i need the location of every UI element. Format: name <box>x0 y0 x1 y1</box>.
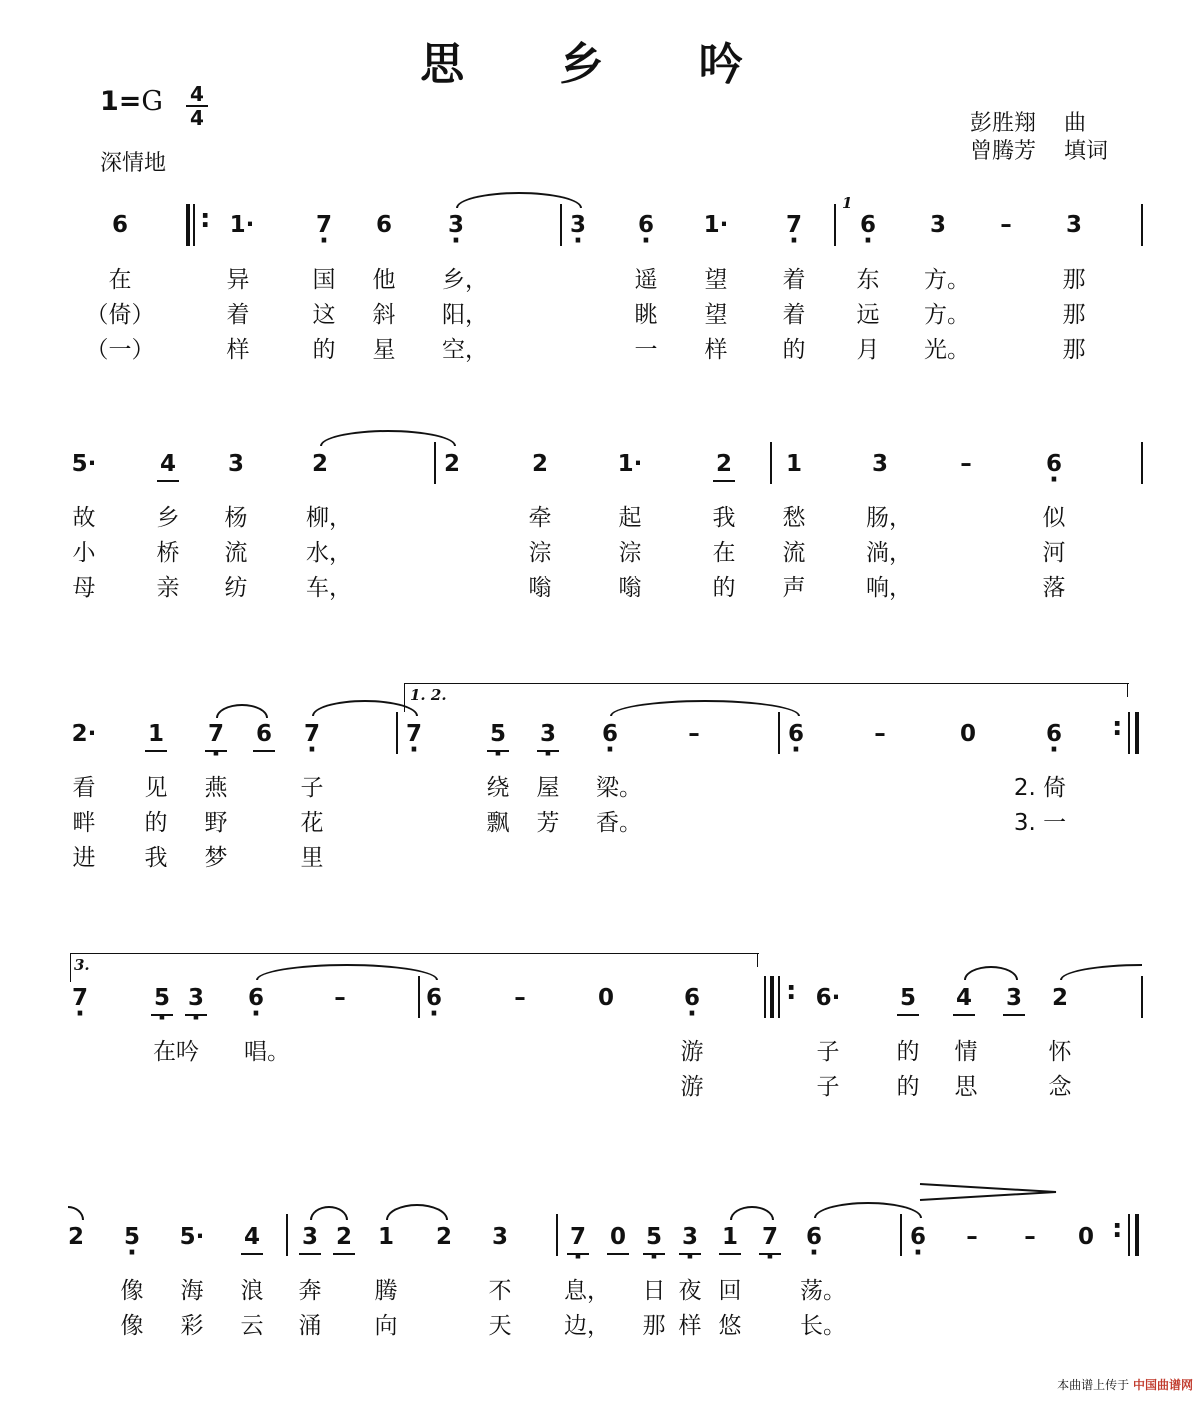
lyric: 见 <box>144 775 168 801</box>
note: 2· <box>71 721 97 747</box>
volta-number: 3. <box>74 956 90 974</box>
note: 3 <box>491 1224 508 1250</box>
dash: – <box>874 721 886 747</box>
lyric: 海 <box>180 1278 204 1304</box>
note: 3 <box>295 1224 325 1250</box>
lyric: 奔 <box>298 1278 322 1304</box>
note: · 3 <box>441 212 471 238</box>
lyric: 在 <box>712 540 736 566</box>
note: 1· <box>617 451 643 477</box>
note: 0 <box>603 1224 633 1250</box>
lyric: 遥 <box>634 267 658 293</box>
lyric: 唱。 <box>244 1039 290 1065</box>
lyric: 怀 <box>1048 1039 1072 1065</box>
lyric: 不 <box>488 1278 512 1304</box>
lyric: 这 <box>312 302 336 328</box>
note: · 6 <box>677 985 707 1011</box>
note: · 6 <box>595 721 625 747</box>
repeat-end-barline <box>1135 712 1139 754</box>
note: 4 <box>949 985 979 1011</box>
key-prefix: 1= <box>100 86 142 117</box>
lyric: 纺 <box>224 575 248 601</box>
lyric: 乡， <box>442 267 488 293</box>
tie-continuation <box>68 1206 84 1220</box>
lyric: 回 <box>718 1278 742 1304</box>
lyric: 那 <box>1062 337 1086 363</box>
note: · 7 <box>309 212 339 238</box>
lyric: 方。 <box>924 267 970 293</box>
note: 2 <box>67 1224 84 1250</box>
lyric: 游 <box>680 1039 704 1065</box>
lyric: 子 <box>816 1074 840 1100</box>
lyric: 进 <box>72 845 96 871</box>
lyric: 望 <box>704 267 728 293</box>
lyric: 那 <box>1062 267 1086 293</box>
note: · 7 <box>779 212 809 238</box>
lyric: 梁。 <box>596 775 642 801</box>
diminuendo-hairpin <box>916 1180 1060 1204</box>
volta-number: 1. 2. <box>410 686 447 704</box>
barline <box>1128 712 1130 754</box>
note: 0 <box>959 721 976 747</box>
note: 3 <box>929 212 946 238</box>
dash: – <box>1024 1224 1036 1250</box>
note: · 7 <box>399 721 429 747</box>
lyric: 我 <box>712 505 736 531</box>
note: 2 <box>443 451 460 477</box>
lyric: 流 <box>782 540 806 566</box>
note: 1 <box>377 1224 394 1250</box>
lyric: 水， <box>306 540 352 566</box>
composer-name: 彭胜翔 <box>970 111 1037 136</box>
lyric: 悠 <box>718 1313 742 1339</box>
lyric: 3. 一 <box>1013 810 1067 836</box>
lyric: 样 <box>704 337 728 363</box>
note: 6 <box>375 212 392 238</box>
lyric: 腾 <box>374 1278 398 1304</box>
lyric: 河 <box>1042 540 1066 566</box>
lyric: 的 <box>782 337 806 363</box>
lyric: 边， <box>564 1313 610 1339</box>
note: · 7 <box>755 1224 785 1250</box>
lyric: 响， <box>866 575 912 601</box>
note: · 6 <box>631 212 661 238</box>
key-signature <box>100 86 163 117</box>
lyric: 母 <box>72 575 96 601</box>
note: 2 <box>329 1224 359 1250</box>
lyric: 浪 <box>240 1278 264 1304</box>
lyric: 像 <box>120 1278 144 1304</box>
lyric: 嗡 <box>618 575 642 601</box>
lyric: 看 <box>72 775 96 801</box>
lyric: 故 <box>72 505 96 531</box>
lyric: 的 <box>312 337 336 363</box>
lyric: 梦 <box>204 845 228 871</box>
lyric: 像 <box>120 1313 144 1339</box>
lyric: 思 <box>954 1074 978 1100</box>
note: · 5 <box>117 1224 147 1250</box>
slur <box>310 1206 348 1220</box>
lyric: 我 <box>144 845 168 871</box>
lyric: 起 <box>618 505 642 531</box>
lyric: 牵 <box>528 505 552 531</box>
lyric: 日 <box>642 1278 666 1304</box>
note: 2 <box>531 451 548 477</box>
barline <box>286 1214 288 1256</box>
lyric: 绕 <box>486 775 510 801</box>
lyric: 样 <box>678 1313 702 1339</box>
note: · 7 <box>563 1224 593 1250</box>
lyric: 似 <box>1042 505 1066 531</box>
lyric: 淌， <box>866 540 912 566</box>
lyric: 云 <box>240 1313 264 1339</box>
lyric: 声 <box>782 575 806 601</box>
lyric: 亲 <box>156 575 180 601</box>
composer-credit <box>970 106 1086 137</box>
note: 6 <box>111 212 128 238</box>
lyric: 小 <box>72 540 96 566</box>
lyric: 月 <box>856 337 880 363</box>
repeat-start-barline <box>186 204 190 246</box>
dash: – <box>966 1224 978 1250</box>
song-title: 思 乡 吟 <box>420 39 783 90</box>
lyric: 淙 <box>618 540 642 566</box>
lyric: 息， <box>564 1278 610 1304</box>
dash: – <box>960 451 972 477</box>
lyric: 斜 <box>372 302 396 328</box>
note: · 6 <box>903 1224 933 1250</box>
note: 1· <box>229 212 255 238</box>
note: 0 <box>597 985 614 1011</box>
lyric: 的 <box>712 575 736 601</box>
lyric: 样 <box>226 337 250 363</box>
barline <box>434 442 436 484</box>
dash: – <box>514 985 526 1011</box>
tie <box>312 700 418 716</box>
repeat-end-barline <box>1135 1214 1139 1256</box>
source-footer <box>1057 1376 1193 1393</box>
tie <box>1060 964 1142 980</box>
lyric: 飘 <box>486 810 510 836</box>
lyric: 东 <box>856 267 880 293</box>
lyric: 桥 <box>156 540 180 566</box>
lyric: 里 <box>300 845 324 871</box>
lyric: 在吟 <box>153 1039 199 1065</box>
lyric: 远 <box>856 302 880 328</box>
dash: – <box>1000 212 1012 238</box>
barline <box>556 1214 558 1256</box>
note: 1 <box>715 1224 745 1250</box>
note: 2 <box>1051 985 1068 1011</box>
note: · 6 <box>1039 451 1069 477</box>
note: 1 <box>141 721 171 747</box>
note: · 3 <box>181 985 211 1011</box>
lyric: 肠， <box>866 505 912 531</box>
note: · 6 <box>781 721 811 747</box>
time-signature <box>186 84 208 128</box>
note: 4 <box>237 1224 267 1250</box>
note: 1 <box>785 451 802 477</box>
slur <box>386 1204 448 1220</box>
lyric: 一 <box>634 337 658 363</box>
lyric: 燕 <box>204 775 228 801</box>
time-top: 4 <box>190 82 204 106</box>
note: · 5 <box>483 721 513 747</box>
note: · 6 <box>1039 721 1069 747</box>
footer-prefix: 本曲谱上传于 <box>1057 1378 1130 1392</box>
lyric: 畔 <box>72 810 96 836</box>
note: · 5 <box>639 1224 669 1250</box>
tempo-marking: 深情地 <box>100 151 167 176</box>
lyric: 在 <box>108 267 132 293</box>
lyric: 2. 倚 <box>1013 775 1067 801</box>
barline <box>900 1214 902 1256</box>
note: 2 <box>435 1224 452 1250</box>
note: 0 <box>1077 1224 1094 1250</box>
note: · 3 <box>563 212 593 238</box>
lyric: 国 <box>312 267 336 293</box>
note: · 7 <box>201 721 231 747</box>
lyric: 子 <box>300 775 324 801</box>
lyric: 他 <box>372 267 396 293</box>
site-logo[interactable]: 中国曲谱网 <box>1132 1378 1193 1392</box>
barline <box>1141 976 1143 1018</box>
lyric: 方。 <box>924 302 970 328</box>
note: 5· <box>179 1224 205 1250</box>
note: 3 <box>999 985 1029 1011</box>
dash: – <box>334 985 346 1011</box>
barline <box>1141 442 1143 484</box>
lyric: 野 <box>204 810 228 836</box>
lyric: 的 <box>144 810 168 836</box>
barline <box>834 204 836 246</box>
lyric: 杨 <box>224 505 248 531</box>
barline <box>1128 1214 1130 1256</box>
barline <box>1141 204 1143 246</box>
lyric: 游 <box>680 1074 704 1100</box>
repeat-dots: : <box>1112 1214 1123 1244</box>
note: 2 <box>311 451 328 477</box>
slur <box>964 966 1018 980</box>
volta-bracket-end <box>1127 683 1128 697</box>
lyric: 念 <box>1048 1074 1072 1100</box>
note: 3 <box>227 451 244 477</box>
lyric: 乡 <box>156 505 180 531</box>
note: · 6 <box>241 985 271 1011</box>
repeat-dots: : <box>1112 712 1123 742</box>
lyric: 那 <box>642 1313 666 1339</box>
lyric: 着 <box>782 302 806 328</box>
barline <box>770 442 772 484</box>
note: 2 <box>709 451 739 477</box>
lyric: 淙 <box>528 540 552 566</box>
time-bottom: 4 <box>190 106 204 130</box>
composer-role: 曲 <box>1064 111 1087 136</box>
note: 3 <box>1065 212 1082 238</box>
note: · 3 <box>533 721 563 747</box>
tie <box>456 192 582 208</box>
note: · 7 <box>65 985 95 1011</box>
lyric: 向 <box>374 1313 398 1339</box>
note: · 3 <box>675 1224 705 1250</box>
lyric: 车， <box>306 575 352 601</box>
lyric: 那 <box>1062 302 1086 328</box>
lyric: 愁 <box>782 505 806 531</box>
lyric: 着 <box>782 267 806 293</box>
volta-bracket-end <box>757 953 758 967</box>
barline <box>778 976 780 1018</box>
barline <box>396 712 398 754</box>
slur <box>730 1206 774 1220</box>
lyric: 花 <box>300 810 324 836</box>
note: 6· <box>815 985 841 1011</box>
lyric: 流 <box>224 540 248 566</box>
lyricist-name: 曾腾芳 <box>970 139 1037 164</box>
lyric: 空， <box>442 337 488 363</box>
note: · 6 <box>799 1224 829 1250</box>
note: · 6 <box>853 212 883 238</box>
lyric: 望 <box>704 302 728 328</box>
repeat-dots: : <box>786 976 797 1006</box>
note: 3 <box>871 451 888 477</box>
lyric: 星 <box>372 337 396 363</box>
note: 5· <box>71 451 97 477</box>
volta-number: 1 <box>842 194 853 212</box>
lyric: 屋 <box>536 775 560 801</box>
tie <box>814 1202 922 1218</box>
lyricist-role: 填词 <box>1064 139 1109 164</box>
lyric: 芳 <box>536 810 560 836</box>
barline <box>560 204 562 246</box>
lyric: 情 <box>954 1039 978 1065</box>
note: · 7 <box>297 721 327 747</box>
lyric: 的 <box>896 1039 920 1065</box>
barline <box>193 204 195 246</box>
lyricist-credit <box>970 134 1108 165</box>
lyric: 夜 <box>678 1278 702 1304</box>
note: · 6 <box>419 985 449 1011</box>
note: 1· <box>703 212 729 238</box>
repeat-start-barline <box>770 976 774 1018</box>
barline <box>778 712 780 754</box>
barline <box>764 976 766 1018</box>
lyric: 涌 <box>298 1313 322 1339</box>
lyric: 荡。 <box>800 1278 846 1304</box>
dash: – <box>688 721 700 747</box>
lyric: 嗡 <box>528 575 552 601</box>
lyric: 异 <box>226 267 250 293</box>
lyric: 的 <box>896 1074 920 1100</box>
lyric: 天 <box>488 1313 512 1339</box>
note: 5 <box>893 985 923 1011</box>
lyric: （一） <box>85 337 155 363</box>
lyric: 子 <box>816 1039 840 1065</box>
lyric: 阳， <box>442 302 488 328</box>
note: · 5 <box>147 985 177 1011</box>
lyric: 柳， <box>306 505 352 531</box>
lyric: 香。 <box>596 810 642 836</box>
slur <box>216 704 268 718</box>
note: 4 <box>153 451 183 477</box>
lyric: 彩 <box>180 1313 204 1339</box>
lyric: 长。 <box>800 1313 846 1339</box>
lyric: 眺 <box>634 302 658 328</box>
lyric: 着 <box>226 302 250 328</box>
repeat-dots: : <box>200 204 211 234</box>
lyric: （倚） <box>85 302 155 328</box>
key-note: G <box>141 86 163 117</box>
lyric: 落 <box>1042 575 1066 601</box>
lyric: 光。 <box>924 337 970 363</box>
note: 6 <box>249 721 279 747</box>
